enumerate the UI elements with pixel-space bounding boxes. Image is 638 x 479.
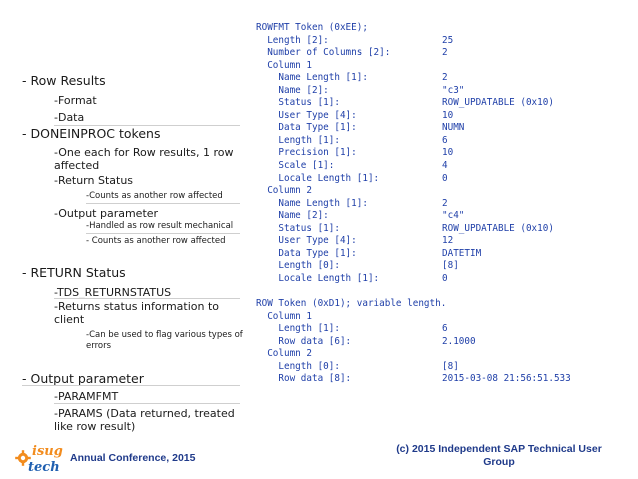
field-value: 2015-03-08 21:56:51.533	[442, 373, 571, 385]
bullet-handled-as: -Handled as row result mechanical	[86, 221, 234, 231]
row-token-line	[256, 311, 634, 324]
bullet-output-parameter: - Output parameter	[22, 371, 144, 386]
bullet-paramfmt: -PARAMFMT	[54, 390, 119, 403]
divider	[86, 233, 240, 234]
field-label: Data Type [1]:	[256, 247, 357, 259]
rowfmt-line	[256, 110, 634, 123]
field-value: 0	[442, 172, 448, 184]
bullet-format: -Format	[54, 94, 97, 107]
rowfmt-line	[256, 173, 634, 186]
row-token-line	[256, 373, 634, 386]
divider	[86, 203, 240, 204]
field-label: Status [1]:	[256, 222, 340, 234]
field-label: Precision [1]:	[256, 147, 357, 159]
rowfmt-line	[256, 35, 634, 48]
row-token-line	[256, 361, 634, 374]
field-label: Row data [6]:	[256, 335, 352, 347]
bullet-data: -Data	[54, 111, 85, 124]
rowfmt-line	[256, 198, 634, 211]
row-token-line	[256, 348, 634, 361]
rowfmt-line	[256, 235, 634, 248]
field-label: Name [2]:	[256, 210, 329, 222]
bullet-one-each: -One each for Row results, 1 row affected	[54, 146, 234, 172]
field-value: 10	[442, 109, 454, 121]
field-value: 2	[442, 197, 448, 209]
conference-label: Annual Conference, 2015	[70, 452, 196, 464]
rowfmt-header: ROWFMT Token (0xEE);	[256, 22, 368, 33]
rowfmt-line	[256, 210, 634, 223]
field-label: Length [2]:	[256, 34, 329, 46]
field-value: "c4"	[442, 210, 465, 222]
spacer	[256, 285, 634, 298]
field-value: 12	[442, 235, 454, 247]
field-value: DATETIM	[442, 247, 482, 259]
field-value: NUMN	[442, 122, 465, 134]
bullet-doneinproc: - DONEINPROC tokens	[22, 126, 161, 141]
field-label: Row data [8]:	[256, 373, 352, 385]
field-label: Column 1	[256, 59, 312, 71]
field-value: "c3"	[442, 84, 465, 96]
isug-tech-logo	[14, 441, 68, 475]
field-label: User Type [4]:	[256, 109, 357, 121]
bullet-returns-status-info: -Returns status information to client	[54, 300, 220, 326]
divider	[54, 403, 240, 404]
bullet-row-results: - Row Results	[22, 73, 106, 88]
logo-isug-text: isug	[32, 444, 63, 459]
rowfmt-line	[256, 223, 634, 236]
field-label: Locale Length [1]:	[256, 272, 380, 284]
rowfmt-line	[256, 185, 634, 198]
field-label: Length [0]:	[256, 360, 340, 372]
copyright-label: (c) 2015 Independent SAP Technical User Group	[396, 443, 602, 468]
token-dump	[256, 22, 634, 386]
field-value: 2	[442, 72, 448, 84]
rowfmt-line	[256, 47, 634, 60]
row-token-line	[256, 323, 634, 336]
field-value: [8]	[442, 260, 459, 272]
bullet-counts-another: -Counts as another row affected	[86, 191, 223, 201]
field-value: ROW_UPDATABLE (0x10)	[442, 222, 554, 234]
rowfmt-line	[256, 260, 634, 273]
rowfmt-line	[256, 72, 634, 85]
field-value: 25	[442, 34, 454, 46]
rowfmt-line	[256, 97, 634, 110]
field-value: [8]	[442, 360, 459, 372]
field-value: 0	[442, 272, 448, 284]
field-value: 10	[442, 147, 454, 159]
field-value: ROW_UPDATABLE (0x10)	[442, 97, 554, 109]
bullet-outline	[0, 0, 250, 440]
field-value: 2.1000	[442, 335, 476, 347]
field-label: User Type [4]:	[256, 235, 357, 247]
divider	[54, 298, 240, 299]
rowfmt-rows	[256, 35, 634, 286]
field-label: Scale [1]:	[256, 160, 335, 172]
rowfmt-line	[256, 85, 634, 98]
bullet-counts-another-2: - Counts as another row affected	[86, 236, 226, 246]
field-label: Locale Length [1]:	[256, 172, 380, 184]
rowfmt-line	[256, 273, 634, 286]
field-label: Column 1	[256, 310, 312, 322]
divider	[22, 385, 240, 386]
rowfmt-line	[256, 248, 634, 261]
logo-tech-text: tech	[28, 460, 60, 475]
field-label: Column 2	[256, 348, 312, 360]
field-label: Length [1]:	[256, 323, 340, 335]
bullet-tds-returnstatus: -TDS_RETURNSTATUS	[54, 286, 172, 299]
field-label: Name [2]:	[256, 84, 329, 96]
rowfmt-line	[256, 122, 634, 135]
field-label: Length [1]:	[256, 134, 340, 146]
field-value: 2	[442, 47, 448, 59]
bullet-return-status: - RETURN Status	[22, 265, 126, 280]
field-label: Data Type [1]:	[256, 122, 357, 134]
row-token-line	[256, 336, 634, 349]
field-label: Length [0]:	[256, 260, 340, 272]
field-label: Name Length [1]:	[256, 197, 368, 209]
field-label: Number of Columns [2]:	[256, 47, 391, 59]
field-label: Status [1]:	[256, 97, 340, 109]
bullet-can-be-used: -Can be used to flag various types of errors	[86, 330, 243, 351]
rowfmt-line	[256, 60, 634, 73]
bullet-params: -PARAMS (Data returned, treated like row result)	[54, 407, 235, 433]
rowfmt-line	[256, 160, 634, 173]
rowfmt-line	[256, 147, 634, 160]
bullet-return-status-sub: -Return Status	[54, 174, 134, 187]
field-label: Name Length [1]:	[256, 72, 368, 84]
rowfmt-line	[256, 135, 634, 148]
field-value: 4	[442, 160, 448, 172]
bullet-output-param-sub: -Output parameter	[54, 207, 159, 220]
row-token-header: ROW Token (0xD1); variable length.	[256, 298, 447, 310]
field-value: 6	[442, 134, 448, 146]
field-value: 6	[442, 323, 448, 335]
row-token-rows	[256, 311, 634, 386]
field-label: Column 2	[256, 185, 312, 197]
